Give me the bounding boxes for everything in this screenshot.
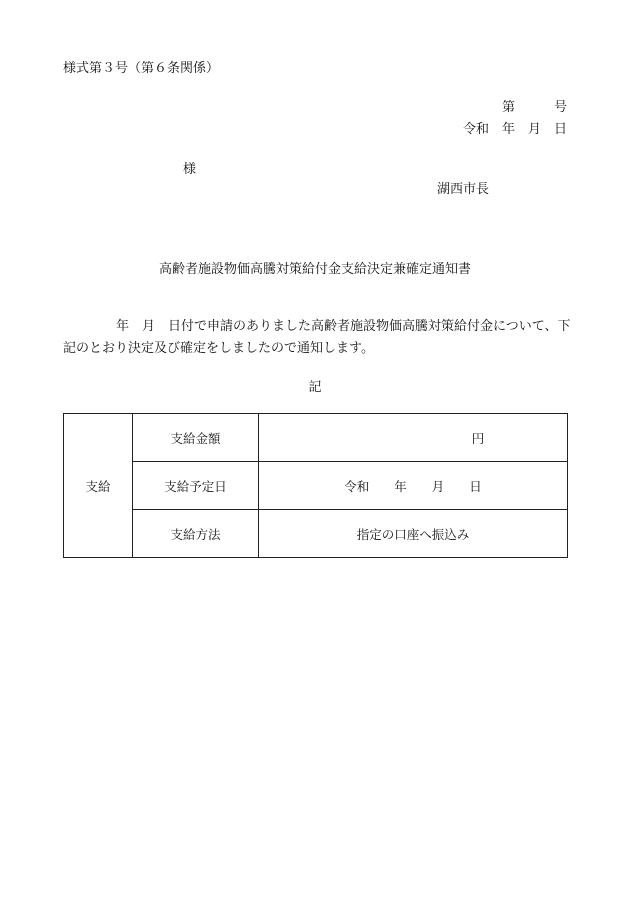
- document-date: 令和 年 月 日: [462, 122, 567, 137]
- body-paragraph: [63, 316, 573, 360]
- table-row: [64, 510, 568, 558]
- document-number: 第 号: [501, 100, 567, 115]
- payment-table: [63, 413, 568, 558]
- table-row: [64, 414, 568, 462]
- payment-group-label: 支給: [64, 414, 133, 558]
- issuer-name: 湖西市長: [437, 182, 490, 197]
- amount-label: 支給金額: [133, 414, 259, 462]
- payment-method-label: 支給方法: [133, 510, 259, 558]
- scheduled-date-label: 支給予定日: [133, 462, 259, 510]
- payment-method-value: 指定の口座へ振込み: [259, 510, 568, 558]
- table-row: [64, 462, 568, 510]
- amount-value: 円: [259, 414, 568, 462]
- recipient-honorific: 様: [183, 162, 197, 177]
- scheduled-date-value: 令和 年 月 日: [259, 462, 568, 510]
- document-title: 高齢者施設物価高騰対策給付金支給決定兼確定通知書: [158, 262, 471, 277]
- body-paragraph-text: 年 月 日付で申請のありました高齢者施設物価高騰対策給付金について、下記のとおり決定及び確定をしましたので通知します。: [63, 319, 571, 356]
- form-number: 様式第３号（第６条関係）: [63, 61, 220, 76]
- ki-heading: 記: [308, 380, 322, 395]
